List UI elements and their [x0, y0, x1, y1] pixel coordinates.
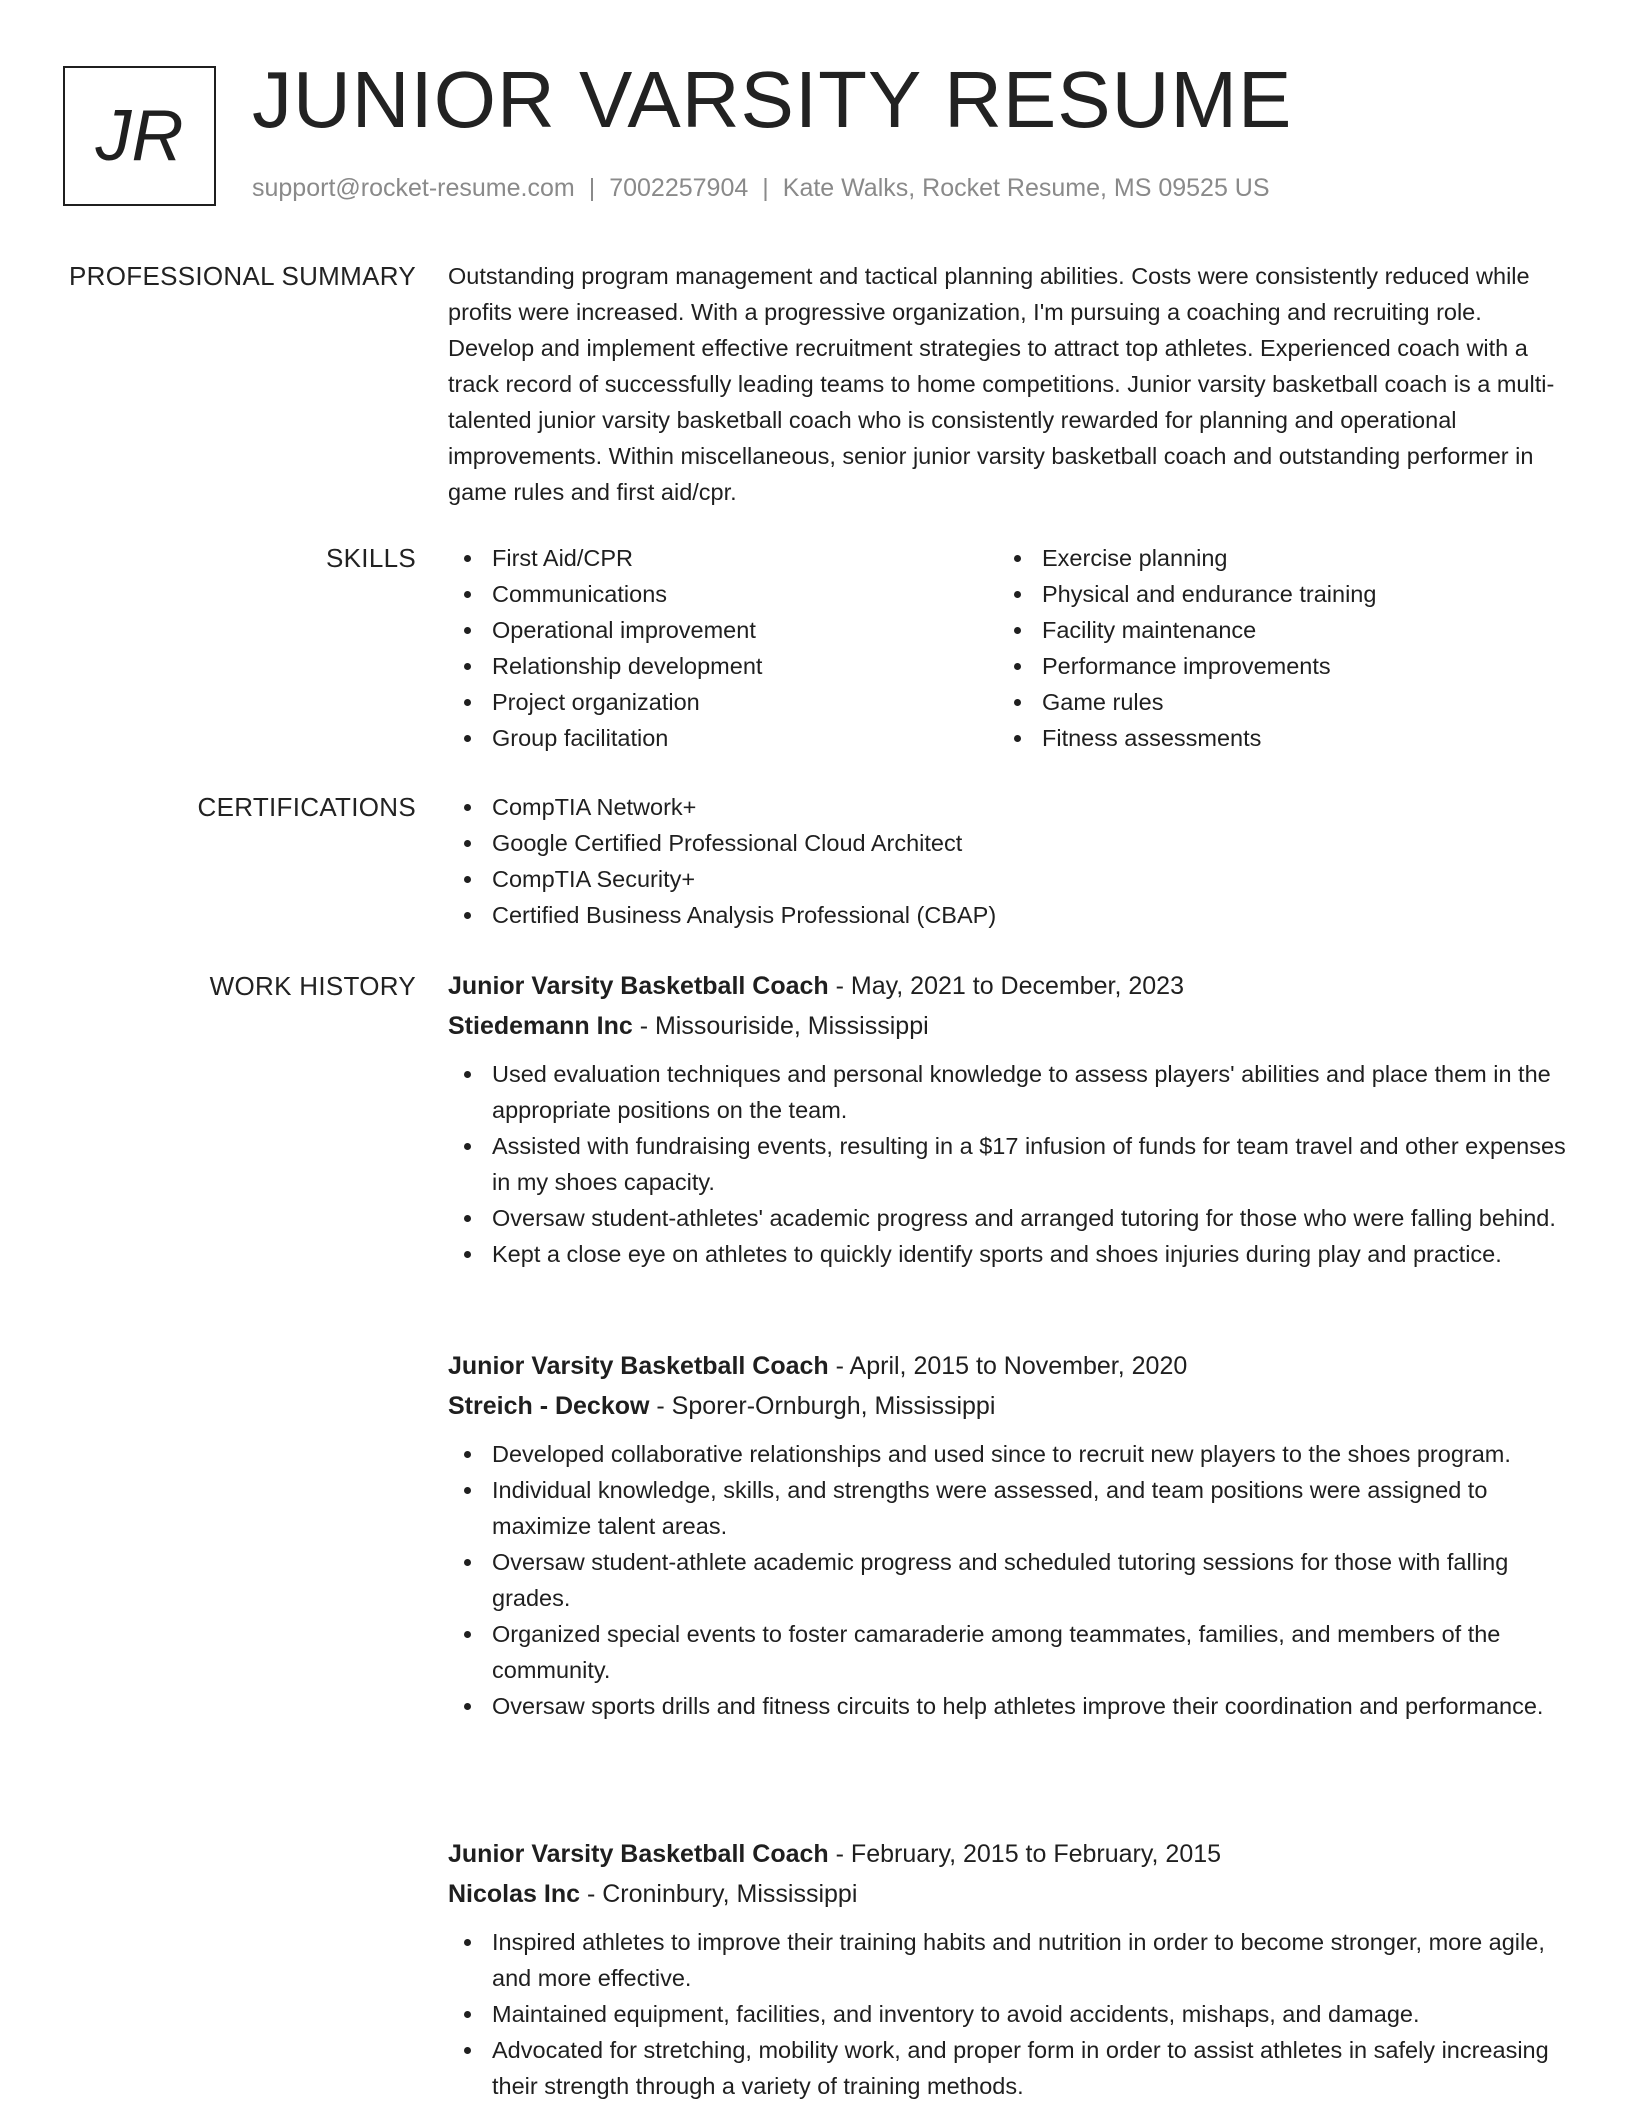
job-body — [448, 966, 1566, 1272]
certifications-label: CERTIFICATIONS — [197, 792, 416, 822]
job-company: Stiedemann Inc — [448, 1012, 633, 1040]
list-item: Communications — [448, 576, 998, 612]
job-company-line — [448, 1874, 1566, 1914]
list-item: CompTIA Network+ — [448, 789, 1566, 825]
summary-label: PROFESSIONAL SUMMARY — [69, 261, 416, 291]
list-item: Individual knowledge, skills, and strengths were assessed, and team positions were assigned to maximize talent areas. — [448, 1472, 1566, 1544]
list-item: Inspired athletes to improve their training habits and nutrition in order to become stronger, more agile, and more effective. — [448, 1924, 1566, 1996]
job-bullets — [448, 1056, 1566, 1272]
job-bullets — [448, 1436, 1566, 1724]
job-title-line — [448, 966, 1566, 1006]
list-item: Google Certified Professional Cloud Architect — [448, 825, 1566, 861]
list-item: Game rules — [998, 684, 1548, 720]
job-company: Streich - Deckow — [448, 1392, 650, 1420]
skills-list-left — [448, 540, 998, 756]
list-item: Used evaluation techniques and personal knowledge to assess players' abilities and place them in the appropriate positions on the team. — [448, 1056, 1566, 1128]
job-location: - Croninbury, Mississippi — [580, 1880, 858, 1908]
certifications-body — [448, 789, 1566, 933]
job-title: Junior Varsity Basketball Coach — [448, 1840, 829, 1868]
monogram-logo: JR — [63, 66, 216, 206]
job-company-line — [448, 1386, 1566, 1426]
job-title-line — [448, 1834, 1566, 1874]
job-bullets — [448, 1924, 1566, 2104]
job-dates: - February, 2015 to February, 2015 — [828, 1840, 1222, 1868]
list-item: First Aid/CPR — [448, 540, 998, 576]
list-item: Facility maintenance — [998, 612, 1548, 648]
list-item: Oversaw sports drills and fitness circuits to help athletes improve their coordination and performance. — [448, 1688, 1566, 1724]
job-company: Nicolas Inc — [448, 1880, 580, 1908]
list-item: Physical and endurance training — [998, 576, 1548, 612]
list-item: Exercise planning — [998, 540, 1548, 576]
list-item: Relationship development — [448, 648, 998, 684]
list-item: Project organization — [448, 684, 998, 720]
summary-text: Outstanding program management and tactical planning abilities. Costs were consistently reduced while profits were increased. With a progressive organization, I'm pursuing a coaching and recruiting role. Develop and implement effective recruitment strategies to attract top athletes. Experienced coach with a track record of successfully leading teams to home competitions. Junior varsity basketball coach is a multi-talented junior varsity basketball coach who is consistently rewarded for planning and operational improvements. Within miscellaneous, senior junior varsity basketball coach and outstanding performer in game rules and first aid/cpr. — [448, 263, 1555, 505]
contact-line — [252, 174, 1270, 203]
list-item: CompTIA Security+ — [448, 861, 1566, 897]
job-body — [448, 1346, 1566, 1724]
contact-address: Kate Walks, Rocket Resume, MS 09525 US — [782, 174, 1270, 202]
skills-columns — [448, 540, 1566, 756]
contact-email[interactable]: support@rocket-resume.com — [252, 174, 575, 202]
list-item: Group facilitation — [448, 720, 998, 756]
list-item: Organized special events to foster camaraderie among teammates, families, and members of the community. — [448, 1616, 1566, 1688]
job-location: - Missouriside, Mississippi — [632, 1012, 929, 1040]
contact-separator: | — [588, 174, 596, 202]
contact-separator: | — [762, 174, 769, 202]
job-body — [448, 1834, 1566, 2104]
resume-title: JUNIOR VARSITY RESUME — [252, 55, 1293, 144]
list-item: Maintained equipment, facilities, and inventory to avoid accidents, mishaps, and damage. — [448, 1996, 1566, 2032]
list-item: Fitness assessments — [998, 720, 1548, 756]
job-title-line — [448, 1346, 1566, 1386]
skills-list-right — [998, 540, 1548, 756]
list-item: Performance improvements — [998, 648, 1548, 684]
list-item: Developed collaborative relationships and used since to recruit new players to the shoes program. — [448, 1436, 1566, 1472]
list-item: Certified Business Analysis Professional (CBAP) — [448, 897, 1566, 933]
work-label: WORK HISTORY — [209, 971, 416, 1001]
contact-phone[interactable]: 7002257904 — [609, 174, 749, 202]
job-title: Junior Varsity Basketball Coach — [448, 1352, 829, 1380]
certifications-list — [448, 789, 1566, 933]
list-item: Oversaw student-athletes' academic progress and arranged tutoring for those who were falling behind. — [448, 1200, 1566, 1236]
job-location: - Sporer-Ornburgh, Mississippi — [649, 1392, 996, 1420]
list-item: Assisted with fundraising events, resulting in a $17 infusion of funds for team travel and other expenses in my shoes capacity. — [448, 1128, 1566, 1200]
list-item: Oversaw student-athlete academic progress and scheduled tutoring sessions for those with falling grades. — [448, 1544, 1566, 1616]
job-title: Junior Varsity Basketball Coach — [448, 972, 829, 1000]
list-item: Advocated for stretching, mobility work, and proper form in order to assist athletes in safely increasing their strength through a variety of training methods. — [448, 2032, 1566, 2104]
job-dates: - April, 2015 to November, 2020 — [828, 1352, 1188, 1380]
skills-label: SKILLS — [326, 543, 416, 573]
job-dates: - May, 2021 to December, 2023 — [828, 972, 1184, 1000]
list-item: Operational improvement — [448, 612, 998, 648]
list-item: Kept a close eye on athletes to quickly identify sports and shoes injuries during play and practice. — [448, 1236, 1566, 1272]
job-company-line — [448, 1006, 1566, 1046]
